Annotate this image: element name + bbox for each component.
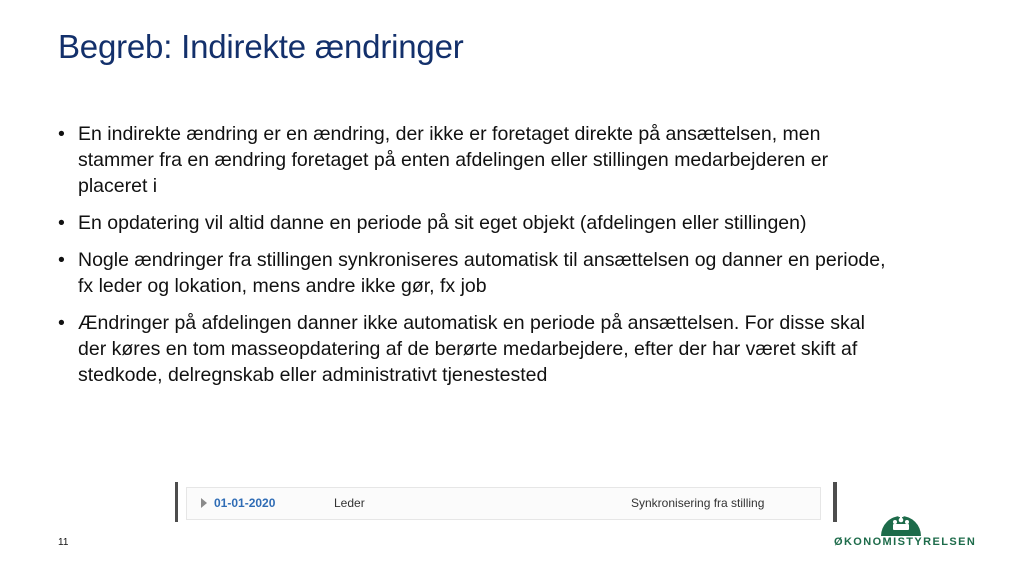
bullet-item	[58, 310, 898, 388]
bullet-dot: •	[58, 212, 65, 234]
bullet-list	[58, 121, 898, 399]
row-date: 01-01-2020	[214, 496, 276, 510]
crown-icon	[879, 510, 923, 536]
slide-title: Begreb: Indirekte ændringer	[58, 28, 464, 65]
bullet-item	[58, 210, 898, 236]
bullet-text: En indirekte ændring er en ændring, der ikke er foretaget direkte på ansættelsen, men stammer fra en ændring foretaget på enten afdelingen eller stillingen medarbejderen er placeret i	[78, 123, 829, 197]
bullet-text: Nogle ændringer fra stillingen synkroniseres automatisk til ansættelsen og danner en periode, fx leder og lokation, mens andre ikke gør, fx job	[78, 249, 886, 297]
embedded-screenshot	[175, 482, 837, 522]
left-border	[175, 482, 178, 522]
bullet-dot: •	[58, 249, 65, 271]
bullet-dot: •	[58, 123, 65, 145]
bullet-text: Ændringer på afdelingen danner ikke automatisk en periode på ansættelsen. For disse skal der køres en tom masseopdatering af de berørte medarbejdere, efter der har været skift af stedkode, delregnskab eller administrativt tjenestested	[78, 312, 865, 386]
bullet-text: En opdatering vil altid danne en periode på sit eget objekt (afdelingen eller stillingen)	[78, 212, 807, 234]
row-role: Leder	[334, 496, 365, 510]
bullet-item	[58, 247, 898, 299]
table-row	[186, 487, 821, 520]
logo-text: ØKONOMISTYRELSEN	[834, 536, 977, 548]
expand-triangle-icon	[201, 498, 207, 508]
row-status: Synkronisering fra stilling	[631, 496, 765, 510]
logo	[834, 510, 977, 550]
bullet-dot: •	[58, 312, 65, 334]
page-number: 11	[58, 537, 69, 548]
bullet-item	[58, 121, 898, 199]
